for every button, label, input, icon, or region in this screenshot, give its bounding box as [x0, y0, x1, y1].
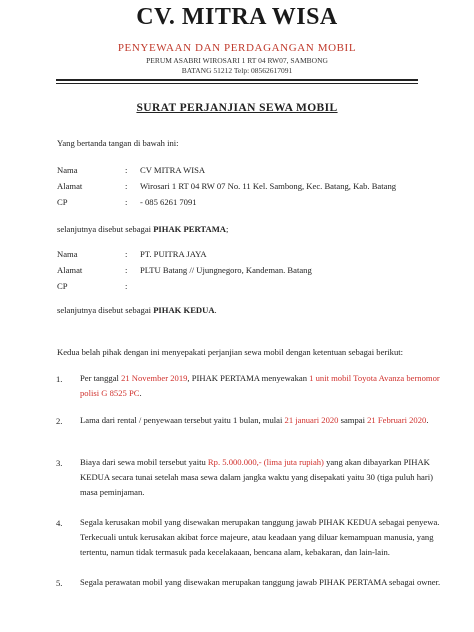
clause-2-text	[80, 413, 445, 428]
party2-name-colon: :	[125, 249, 128, 259]
clause-1-part1: Per tanggal	[80, 373, 122, 383]
party1-cp-value: - 085 6261 7091	[140, 197, 197, 207]
party1-role-suffix: ;	[226, 224, 229, 234]
party1-role-name: PIHAK PERTAMA	[153, 224, 227, 234]
party1-role	[57, 224, 228, 234]
clause-1-date: 21 November 2019	[121, 373, 188, 383]
clause-1-part2: , PIHAK PERTAMA menyewakan	[187, 373, 310, 383]
party2-name-label: Nama	[57, 249, 78, 259]
party2-cp-label: CP	[57, 281, 68, 291]
company-name: CV. MITRA WISA	[136, 4, 338, 30]
header-divider-thick	[56, 79, 418, 81]
party1-address-label: Alamat	[57, 181, 83, 191]
party1-cp-colon: :	[125, 197, 128, 207]
party1-address-colon: :	[125, 181, 128, 191]
company-tagline: PENYEWAAN DAN PERDAGANGAN MOBIL	[117, 42, 357, 54]
clause-2-start-date: 21 januari 2020	[284, 415, 339, 425]
party2-cp-colon: :	[125, 281, 128, 291]
party1-role-prefix: selanjutnya disebut sebagai	[57, 224, 154, 234]
clause-3-price: Rp. 5.000.000,- (lima juta rupiah)	[207, 457, 324, 467]
clause-3-text	[80, 455, 445, 500]
company-address-line1: PERUM ASABRI WIROSARI 1 RT 04 RW07, SAMBONG	[146, 56, 328, 65]
clause-5-number: 5.	[56, 578, 63, 588]
party1-name-label: Nama	[57, 165, 78, 175]
party1-address-value: Wirosari 1 RT 04 RW 07 No. 11 Kel. Sambong, Kec. Batang, Kab. Batang	[140, 181, 397, 191]
agreement-intro: Kedua belah pihak dengan ini menyepakati perjanjian sewa mobil dengan ketentuan sebagai berikut:	[57, 347, 404, 357]
clause-3-part1: Biaya dari sewa mobil tersebut yaitu	[80, 457, 208, 467]
header-divider-thin	[56, 83, 418, 84]
clause-4-number: 4.	[56, 518, 63, 528]
clause-5-text: Segala perawatan mobil yang disewakan merupakan tanggung jawab PIHAK PERTAMA sebagai owner.	[80, 577, 441, 587]
clause-1-vehicle: 1 unit mobil Toyota Avanza bernomor polisi G 8525 PC	[80, 373, 440, 398]
clause-4-text: Segala kerusakan mobil yang disewakan merupakan tanggung jawab PIHAK KEDUA sebagai penyewa. Terkecuali untuk kerusakan akibat force majeure, atau keadaan yang diluar kemampuan manusia, yang tertentu, namun tidak termasuk pada kecelakaaan, bencana alam, kebakaran, dan lain-lain.	[80, 517, 440, 557]
clause-2-part3: .	[426, 415, 429, 425]
clause-2-number: 2.	[56, 416, 63, 426]
party2-role	[57, 305, 217, 315]
party1-name-colon: :	[125, 165, 128, 175]
clause-2-part2: sampai	[338, 415, 368, 425]
party1-name-value: CV MITRA WISA	[140, 165, 206, 175]
clause-3-part2: yang akan dibayarkan PIHAK KEDUA secara tunai setelah masa sewa dalam jangka waktu yang disepakati yaitu 30 (tiga puluh hari) masa peminjaman.	[80, 457, 433, 497]
party2-role-prefix: selanjutnya disebut sebagai	[57, 305, 154, 315]
clause-1-number: 1.	[56, 374, 63, 384]
clause-3-number: 3.	[56, 458, 63, 468]
party2-address-label: Alamat	[57, 265, 83, 275]
clause-1-part3: .	[139, 388, 142, 398]
party1-cp-label: CP	[57, 197, 68, 207]
party2-role-name: PIHAK KEDUA	[153, 305, 215, 315]
company-address-line2: BATANG 51212 Telp: 08562617091	[181, 66, 293, 75]
party2-name-value: PT. PUITRA JAYA	[140, 249, 207, 259]
document-title: SURAT PERJANJIAN SEWA MOBIL	[136, 102, 338, 114]
party2-address-colon: :	[125, 265, 128, 275]
party2-address-value: PLTU Batang // Ujungnegoro, Kandeman. Batang	[140, 265, 312, 275]
party2-role-suffix: .	[214, 305, 217, 315]
clause-2-part1: Lama dari rental / penyewaan tersebut yaitu 1 bulan, mulai	[80, 415, 285, 425]
clause-1-text	[80, 371, 445, 401]
clause-2-end-date: 21 Februari 2020	[367, 415, 427, 425]
intro-text: Yang bertanda tangan di bawah ini:	[57, 138, 179, 148]
